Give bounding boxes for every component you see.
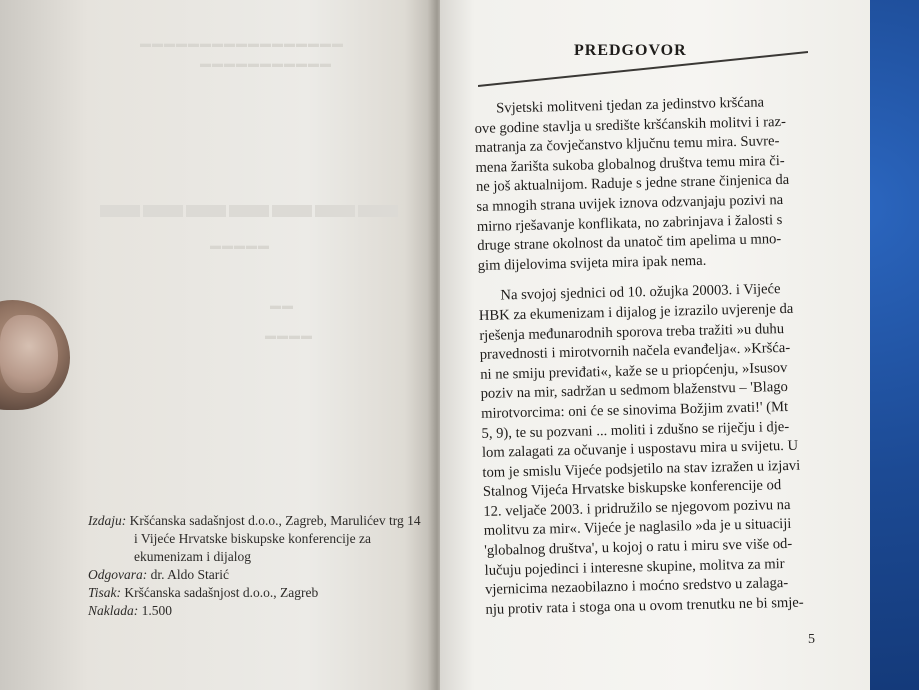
show-through-text: ▬▬▬▬▬▬▬▬▬▬▬▬▬▬▬▬▬ (140, 38, 344, 50)
imprint-block (88, 512, 428, 620)
show-through-text: ▬▬▬▬ (265, 330, 313, 342)
text-line: vjernicima nezaobilazno i moćno sredstvo u zalaga- (484, 575, 789, 599)
text-line: mirno rješavanje konflikata, no zabrinjava i žalosti s (476, 211, 783, 235)
show-through-text: ▬▬▬▬▬▬▬▬▬▬▬ (200, 58, 332, 70)
text-line: molitvu za mir«. Vijeće je naglasilo »da je u situaciji (483, 516, 792, 540)
text-line: 12. veljače 2003. i pridružilo se njegovom pozivu na (483, 496, 791, 520)
text-line: gim dijelovima svijeta mira ipak nema. (477, 252, 707, 274)
show-through-text: ▬▬▬▬▬ (210, 240, 270, 252)
text-line: pravednosti i mirotvornih načela evanđelja«. »Kršća- (479, 340, 791, 364)
text-line: Na svojoj sjednici od 10. ožujka 20003. i Vijeće (500, 281, 781, 304)
thumbnail (0, 315, 58, 393)
page-title: PREDGOVOR (574, 42, 687, 59)
imprint-row: ekumenizam i dijalog (134, 549, 251, 564)
show-through-heading: ▬▬▬▬▬▬▬ (100, 181, 401, 226)
page-number: 5 (808, 632, 815, 647)
text-line: sa mnogih strana uvijek iznova odzvanjaju pozivi na (476, 191, 784, 215)
imprint-row: i Vijeće Hrvatske biskupske konferencije za (134, 531, 371, 546)
text-line: ni ne smiju previđati«, kaže se u priopćenju, »Isusov (480, 359, 788, 383)
imprint-row: Odgovara: dr. Aldo Starić (88, 567, 229, 582)
show-through-text: ▬▬ (270, 300, 294, 312)
text-line: matranja za čovječanstvo ključnu temu mira. Suvre- (474, 133, 780, 157)
imprint-row: Tisak: Kršćanska sadašnjost d.o.o., Zagreb (88, 585, 319, 600)
text-line: mena žarišta sukoba globalnog društva temu mira či- (475, 152, 785, 176)
text-line: mirotvorcima: oni će se sinovima Božjim zvati!' (Mt (480, 398, 789, 422)
text-line: druge strane okolnost da unatoč tim apelima u mno- (477, 231, 782, 255)
text-line: Svjetski molitveni tjedan za jedinstvo kršćana (496, 94, 765, 117)
text-line: nju protiv rata i stoga ona u ovom trenutku ne bi smje- (485, 594, 804, 618)
text-line: poziv na mir, sadržan u sedmom blaženstvu – 'Blago (480, 379, 789, 403)
imprint-row: Naklada: 1.500 (88, 603, 172, 618)
text-line: lom zalagati za očuvanje i uspostavu mira u svijetu. U (481, 437, 799, 462)
text-line: 5, 9), te su pozvani ... moliti i zdušno se riječju i dje- (481, 418, 790, 442)
text-line: Stalnog Vijeća Hrvatske biskupske konferencije od (482, 477, 782, 501)
body-text (474, 92, 820, 620)
imprint-row: Izdaju: Kršćanska sadašnjost d.o.o., Zagreb, Marulićev trg 14 (88, 513, 421, 528)
text-line: tom je smislu Vijeće podsjetilo na stav izražen u izjavi (482, 457, 801, 481)
text-line: ne još aktualnijom. Raduje s jedne strane činjenica da (475, 172, 790, 196)
text-line: rješenja međunarodnih sporova treba tražiti »u duhu (479, 320, 785, 344)
text-line: 'globalnog društva', u kojoj o ratu i miru sve više od- (484, 535, 793, 559)
text-line: HBK za ekumenizam i dijalog je izrazilo uvjerenje da (478, 300, 794, 324)
text-line: ove godine stavlja u središte kršćanskih molitvi i raz- (474, 113, 787, 137)
text-line: lučuju pojedinci i interesne skupine, molitva za mir (484, 555, 785, 579)
